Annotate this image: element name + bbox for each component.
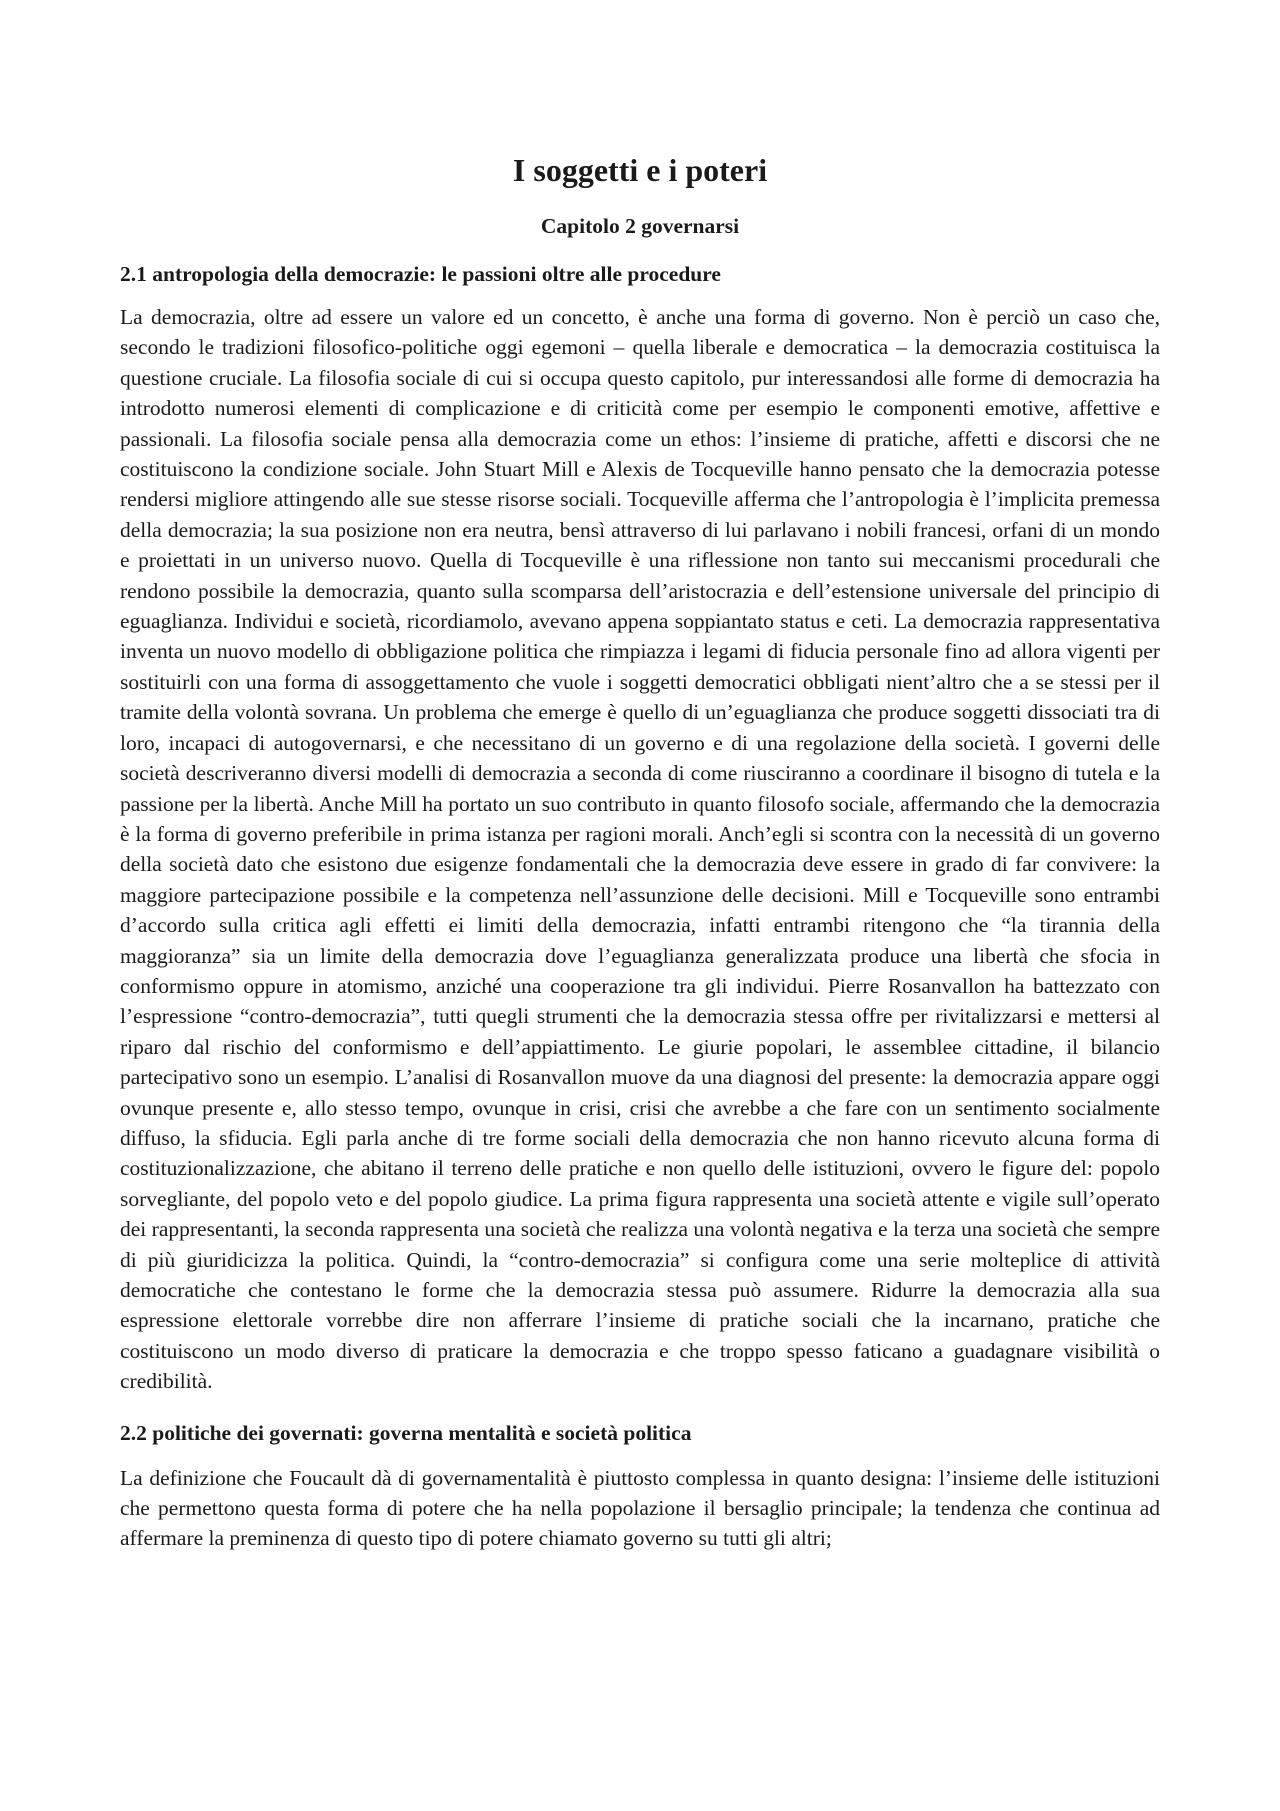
section-heading-2-2: 2.2 politiche dei governati: governa mentalità e società politica (120, 1420, 692, 1445)
section-paragraph-2-1: La democrazia, oltre ad essere un valore ed un concetto, è anche una forma di governo. Non è perciò un caso che, secondo le tradizioni filosofico-politiche oggi egemoni – quella liberale e democratica – la democrazia costituisca la questione cruciale. La filosofia sociale di cui si occupa questo capitolo, pur interessandosi alle forme di democrazia ha introdotto numerosi elementi di complicazione e di criticità come per esempio le componenti emotive, affettive e passionali. La filosofia sociale pensa alla democrazia come un ethos: l’insieme di pratiche, affetti e discorsi che ne costituiscono la condizione sociale. John Stuart Mill e Alexis de Tocqueville hanno pensato che la democrazia potesse rendersi migliore attingendo alle sue stesse risorse sociali. Tocqueville afferma che l’antropologia è l’implicita premessa della democrazia; la sua posizione non era neutra, bensì attraverso di lui parlavano i nobili francesi, orfani di un mondo e proiettati in un universo nuovo. Quella di Tocqueville è una riflessione non tanto sui meccanismi procedurali che rendono possibile la democrazia, quanto sulla scomparsa dell’aristocrazia e dell’estensione universale del principio di eguaglianza. Individui e società, ricordiamolo, avevano appena soppiantato status e ceti. La democrazia rappresentativa inventa un nuovo modello di obbligazione politica che rimpiazza i legami di fiducia personale fino ad allora vigenti per sostituirli con una forma di assoggettamento che vuole i soggetti democratici obbligati nient’altro che a se stessi per il tramite della volontà sovrana. Un problema che emerge è quello di un’eguaglianza che produce soggetti dissociati tra di loro, incapaci di autogovernarsi, e che necessitano di un governo e di una regolazione della società. I governi delle società descriveranno diversi modelli di democrazia a seconda di come riusciranno a coordinare il bisogno di tutela e la passione per la libertà. Anche Mill ha portato un suo contributo in quanto filosofo sociale, affermando che la democrazia è la forma di governo preferibile in prima istanza per ragioni morali. Anch’egli si scontra con la necessità di un governo della società dato che esistono due esigenze fondamentali che la democrazia deve essere in grado di far convivere: la maggiore partecipazione possibile e la competenza nell’assunzione delle decisioni. Mill e Tocqueville sono entrambi d’accordo sulla critica agli effetti ei limiti della democrazia, infatti entrambi ritengono che “la tirannia della maggioranza” sia un limite della democrazia dove l’eguaglianza generalizzata produce una libertà che sfocia in conformismo oppure in atomismo, anziché una cooperazione tra gli individui. Pierre Rosanvallon ha battezzato con l’espressione “contro-democrazia”, tutti quegli strumenti che la democrazia stessa offre per rivitalizzarsi e mettersi al riparo dal rischio del conformismo e dell’appiattimento. Le giurie popolari, le assemblee cittadine, il bilancio partecipativo sono un esempio. L’analisi di Rosanvallon muove da una diagnosi del presente: la democrazia appare oggi ovunque presente e, allo stesso tempo, ovunque in crisi, crisi che avrebbe a che fare con un sentimento socialmente diffuso, la sfiducia. Egli parla anche di tre forme sociali della democrazia che non hanno ricevuto alcuna forma di costituzionalizzazione, che abitano il terreno delle pratiche e non quello delle istituzioni, ovvero le figure del: popolo sorvegliante, del popolo veto e del popolo giudice. La prima figura rappresenta una società attente e vigile sull’operato dei rappresentanti, la seconda rappresenta una società che realizza una volontà negativa e la terza una società che sempre di più giuridicizza la politica. Quindi, la “contro-democrazia” si configura come una serie molteplice di attività democratiche che contestano le forme che la democrazia stessa può assumere. Ridurre la democrazia alla sua espressione elettorale vorrebbe dire non afferrare l’insieme di pratiche sociali che la incarnano, pratiche che costituiscono un modo diverso di praticare la democrazia e che troppo spesso faticano a guadagnare visibilità o credibilità. (120, 305, 1160, 1394)
document-page (120, 150, 1160, 1554)
section-paragraph-2-2: La definizione che Foucault dà di governamentalità è piuttosto complessa in quanto designa: l’insieme delle istituzioni che permettono questa forma di potere che ha nella popolazione il bersaglio principale; la tendenza che continua ad affermare la preminenza di questo tipo di potere chiamato governo su tutti gli altri; (120, 1465, 1160, 1551)
section-heading-2-1: 2.1 antropologia della democrazie: le passioni oltre alle procedure (120, 262, 721, 286)
document-title: I soggetti e i poteri (512, 152, 768, 188)
chapter-title: Capitolo 2 governarsi (540, 214, 740, 238)
